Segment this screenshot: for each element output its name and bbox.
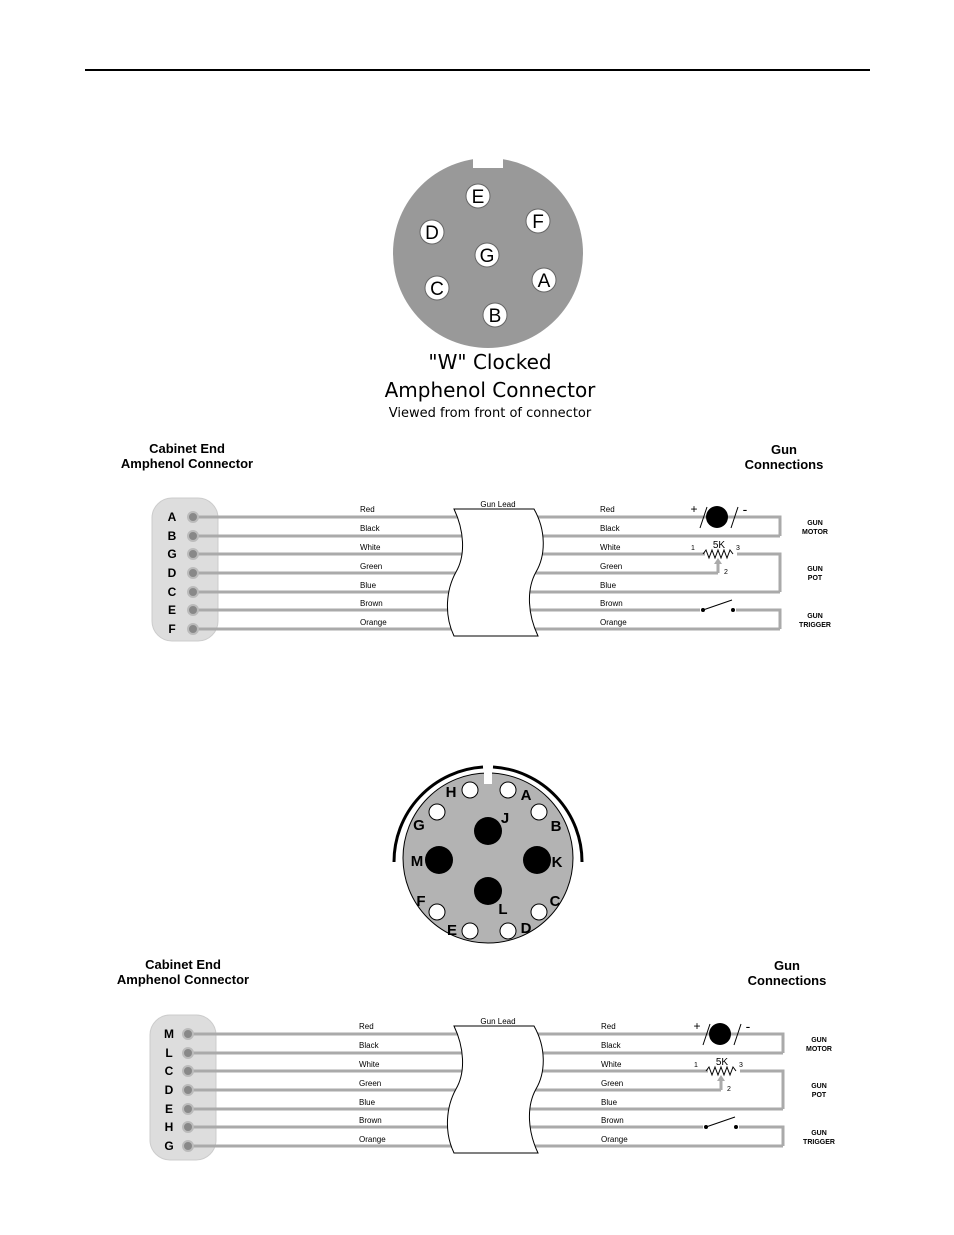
wire-label: Brown <box>601 1116 624 1125</box>
wire-label: Black <box>360 524 380 533</box>
svg-text:A: A <box>537 271 551 292</box>
pot-pin-label: 2 <box>727 1086 731 1093</box>
cabinet-pin-label: F <box>168 622 176 636</box>
gun-motor-symbol <box>690 501 747 528</box>
svg-text:TRIGGER: TRIGGER <box>799 622 831 629</box>
gun-title-line1: Gun <box>771 442 797 457</box>
connector-1-pin <box>466 184 490 208</box>
gun-pot-symbol <box>694 1057 743 1093</box>
cabinet-title-line2: Amphenol Connector <box>116 972 250 987</box>
switch-icon <box>706 1117 735 1127</box>
svg-text:TRIGGER: TRIGGER <box>803 1139 835 1146</box>
gun-lead-break <box>447 509 543 636</box>
resistor-zigzag-icon <box>706 1067 736 1075</box>
cabinet-pin-label: D <box>164 1083 174 1097</box>
wire-label: Red <box>600 505 615 514</box>
wiring-diagram-2 <box>117 957 835 1160</box>
wire-label: Brown <box>360 599 383 608</box>
connector-2-pin-label: E <box>446 922 458 939</box>
cabinet-pin-label: L <box>165 1046 173 1060</box>
motor-return-wire <box>748 1034 783 1053</box>
wire-label: Blue <box>359 1098 376 1107</box>
cabinet-pin-label: C <box>167 585 177 599</box>
pot-pin-label: 3 <box>739 1062 743 1069</box>
svg-text:C: C <box>430 279 444 300</box>
svg-text:GUN: GUN <box>811 1083 827 1090</box>
wire-label: Blue <box>601 1098 618 1107</box>
wire-label: Orange <box>600 618 627 627</box>
connector-1-pin <box>425 276 449 300</box>
pot-pin-label: 3 <box>736 545 740 552</box>
connector-1-face <box>393 150 583 348</box>
pot-return-wire <box>740 1071 783 1109</box>
svg-text:D: D <box>425 223 439 244</box>
motor-return-wire <box>745 517 780 536</box>
gun-title-line2: Connections <box>747 973 827 988</box>
wire-label: White <box>359 1060 380 1069</box>
connector-2-pin-label: J <box>500 810 510 827</box>
wiper-arrow-icon <box>717 1075 725 1081</box>
svg-text:E: E <box>471 187 485 208</box>
cabinet-pin-label: A <box>167 510 177 524</box>
svg-text:GUN: GUN <box>807 520 823 527</box>
gun-function-labels <box>803 1037 835 1146</box>
wire-label: Orange <box>360 618 387 627</box>
gun-pot-symbol <box>691 540 740 576</box>
motor-icon <box>709 1023 731 1045</box>
gun-motor-symbol <box>693 1018 750 1045</box>
wire-label: White <box>360 543 381 552</box>
connector-2-pin-label: B <box>550 818 562 835</box>
cabinet-pin-label: G <box>167 547 177 561</box>
resistor-zigzag-icon <box>703 550 733 558</box>
pot-value-label: 5K <box>715 1057 729 1068</box>
connector-1-key-notch <box>473 150 503 168</box>
wire-label: Red <box>360 505 375 514</box>
svg-text:MOTOR: MOTOR <box>802 529 828 536</box>
connector-1-pin <box>475 243 499 267</box>
trigger-return-wire <box>736 610 780 629</box>
wire-label: Green <box>600 562 623 571</box>
svg-text:GUN: GUN <box>807 566 823 573</box>
connector-2-pin-label: F <box>416 893 426 910</box>
wire-label: Green <box>360 562 383 571</box>
gun-trigger-switch <box>704 1117 738 1129</box>
connector-1-caption-line3: Viewed from front of connector <box>388 406 592 421</box>
wire-label: White <box>600 543 621 552</box>
cabinet-pin-label: E <box>167 603 177 617</box>
wire-label: Orange <box>359 1135 386 1144</box>
cabinet-pin-label: E <box>164 1102 174 1116</box>
wire-label: Black <box>600 524 620 533</box>
connector-2-pin-label: K <box>551 854 563 871</box>
connector-2-pin-label: M <box>410 853 424 870</box>
connector-2-key-notch <box>484 764 492 784</box>
svg-text:GUN: GUN <box>807 613 823 620</box>
connector-1-caption-line2: Amphenol Connector <box>384 378 596 402</box>
pot-pin-label: 1 <box>694 1062 698 1069</box>
wire-label: Green <box>601 1079 624 1088</box>
motor-minus-label: - <box>745 1018 751 1034</box>
wire-label: Blue <box>360 581 377 590</box>
cabinet-pin-label: C <box>164 1064 174 1078</box>
wire-label: Blue <box>600 581 617 590</box>
motor-icon <box>706 506 728 528</box>
cabinet-title-line1: Cabinet End <box>149 441 225 456</box>
pot-pin-label: 1 <box>691 545 695 552</box>
gun-lead-label: Gun Lead <box>480 1017 516 1026</box>
cabinet-pin-label: B <box>167 529 177 543</box>
gun-title-line1: Gun <box>774 958 800 973</box>
connector-1-pin <box>420 220 444 244</box>
svg-text:GUN: GUN <box>811 1037 827 1044</box>
svg-text:POT: POT <box>811 1092 827 1099</box>
wire-label: Brown <box>600 599 623 608</box>
cabinet-connector-panel <box>152 498 218 641</box>
wire-label: Green <box>359 1079 382 1088</box>
svg-text:B: B <box>488 306 502 327</box>
motor-plus-label: + <box>690 502 698 516</box>
cabinet-title-line1: Cabinet End <box>145 957 221 972</box>
wire-label: Brown <box>359 1116 382 1125</box>
gun-trigger-switch <box>701 600 735 612</box>
svg-text:GUN: GUN <box>811 1130 827 1137</box>
connector-2-pin-label: C <box>549 893 561 910</box>
pot-return-wire <box>737 554 780 592</box>
cabinet-pin-label: D <box>167 566 177 580</box>
wire-label: Black <box>359 1041 379 1050</box>
connector-1-pin <box>532 268 556 292</box>
connector-2-face <box>394 764 582 943</box>
svg-text:POT: POT <box>807 575 823 582</box>
wire-label: Red <box>359 1022 374 1031</box>
motor-minus-label: - <box>742 501 748 517</box>
connector-2-pin-label: A <box>520 787 532 804</box>
trigger-return-wire <box>739 1127 783 1146</box>
gun-lead-break <box>447 1026 543 1153</box>
connector-2-pin-label: L <box>498 901 508 918</box>
cabinet-pin-label: M <box>164 1027 174 1041</box>
switch-icon <box>703 600 732 610</box>
connector-1-caption-line1: "W" Clocked <box>428 350 552 374</box>
motor-plus-label: + <box>693 1019 701 1033</box>
connector-2-pin-label: D <box>520 920 532 937</box>
cabinet-pin-label: H <box>164 1120 174 1134</box>
connector-1-pin <box>483 303 507 327</box>
svg-text:F: F <box>532 212 544 233</box>
cabinet-pin-label: G <box>164 1139 174 1153</box>
wiper-arrow-icon <box>714 558 722 564</box>
connector-1-pin <box>526 209 550 233</box>
svg-text:G: G <box>479 246 495 267</box>
connector-2-pin-label: H <box>445 784 457 801</box>
wiring-diagram-1 <box>121 441 831 641</box>
svg-text:MOTOR: MOTOR <box>806 1046 832 1053</box>
wire-label: Red <box>601 1022 616 1031</box>
pot-pin-label: 2 <box>724 569 728 576</box>
pot-value-label: 5K <box>712 540 726 551</box>
wire-label: Black <box>601 1041 621 1050</box>
gun-lead-label: Gun Lead <box>480 500 516 509</box>
gun-function-labels <box>799 520 831 629</box>
gun-title-line2: Connections <box>744 457 824 472</box>
connector-2-pin-label: G <box>413 817 425 834</box>
wire-label: Orange <box>601 1135 628 1144</box>
wire-label: White <box>601 1060 622 1069</box>
cabinet-title-line2: Amphenol Connector <box>120 456 254 471</box>
